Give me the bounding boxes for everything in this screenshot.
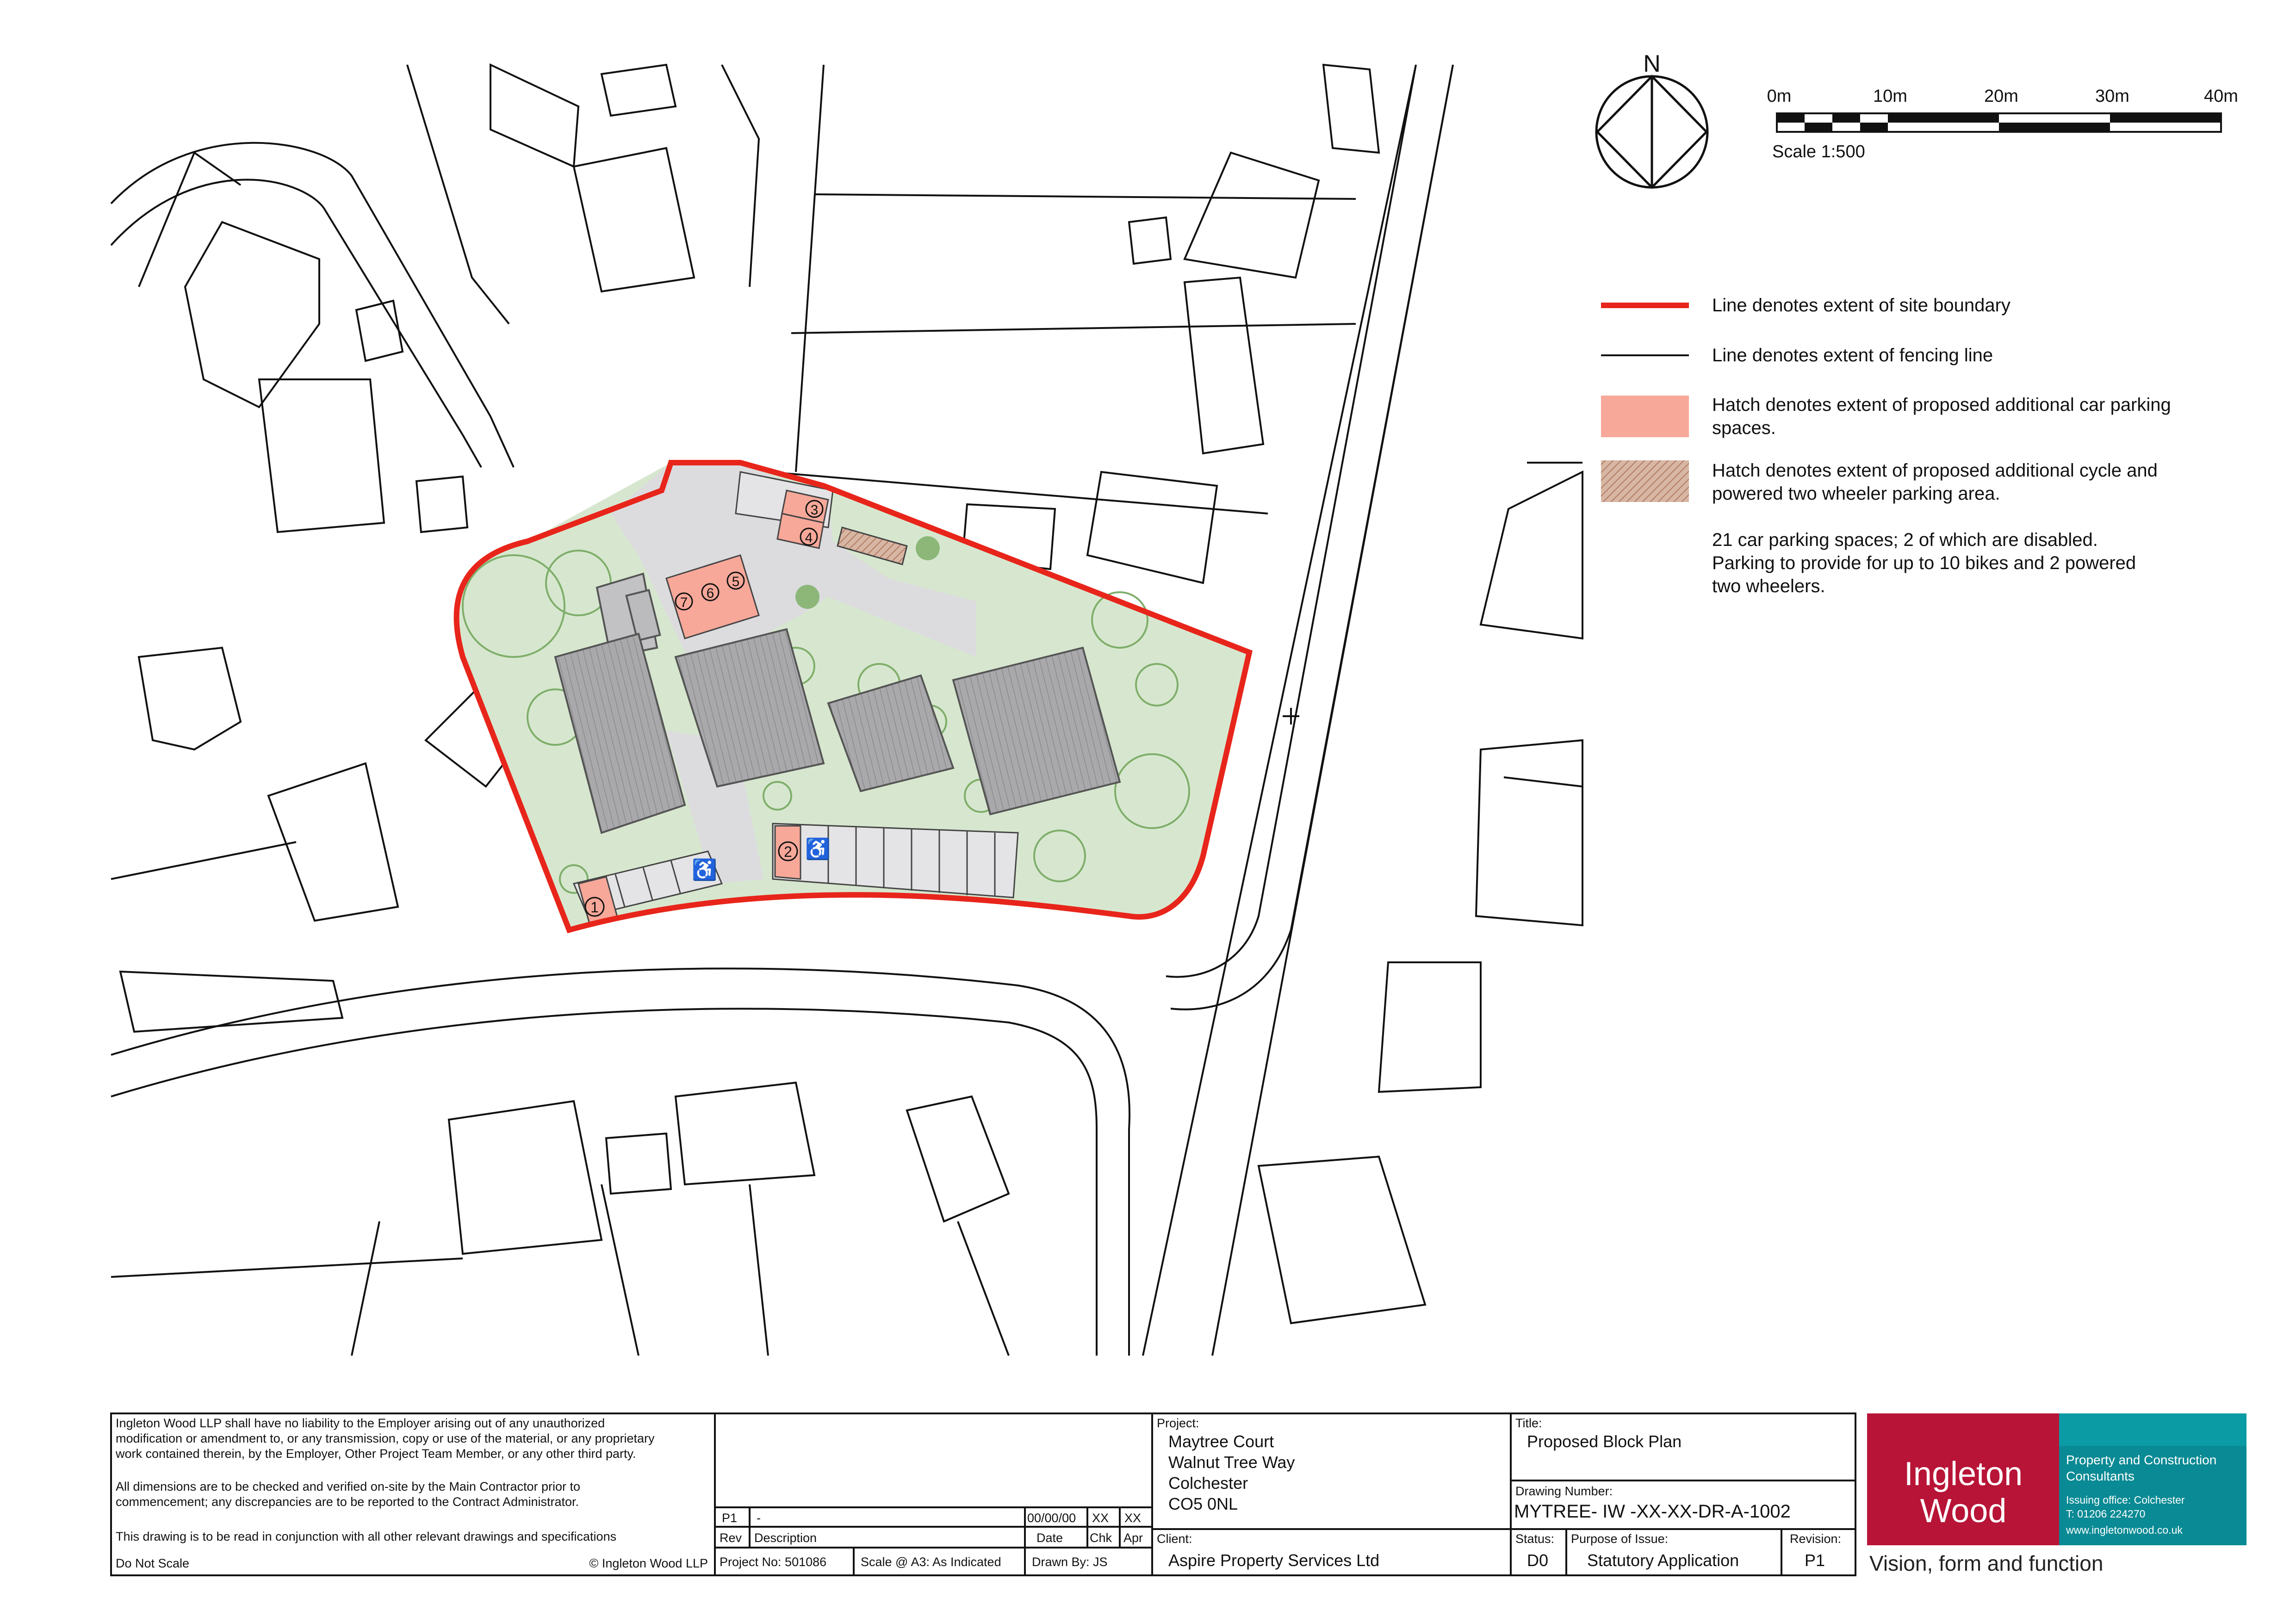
legend-fence-text: Line denotes extent of fencing line [1712,345,1993,365]
legend-boundary-text: Line denotes extent of site boundary [1712,295,2011,316]
scale-a3: Scale @ A3: As Indicated [861,1555,1001,1569]
svg-text:commencement; any discrepancie: commencement; any discrepancies are to be reported to the Contract Administrator. [116,1495,579,1509]
purpose-value: Statutory Application [1587,1551,1739,1570]
project-label: Project: [1157,1416,1199,1430]
svg-text:work contained therein, by the: work contained therein, by the Employer, Other Project Team Member, or any other third party. [116,1447,636,1461]
rev-header-apr: Apr [1123,1531,1143,1545]
legend-cycle-text: Hatch denotes extent of proposed additional cycle and [1712,460,2158,481]
rev-date: 00/00/00 [1027,1511,1076,1525]
legend-note-1: 21 car parking spaces; 2 of which are disabled. [1712,530,2098,550]
scale-tick-20: 20m [1984,87,2018,106]
rev-header-description: Description [754,1531,817,1545]
site [457,463,1249,930]
legend-parking-text: Hatch denotes extent of proposed additional car parking [1712,395,2171,415]
scale-tick-10: 10m [1873,87,1907,106]
disclaimer [115,1416,655,1543]
rev-chk: XX [1092,1511,1109,1525]
legend-cycle-text-2: powered two wheeler parking area. [1712,483,2000,504]
revision-value: P1 [1805,1551,1825,1570]
legend-parking-swatch [1601,396,1689,437]
drawing-title: Proposed Block Plan [1527,1432,1682,1451]
drawn-by: Drawn By: JS [1032,1555,1108,1569]
disabled-bay-icon: ♿ [805,838,831,861]
logo-office: Issuing office: Colchester [2066,1494,2185,1506]
logo-web: www.ingletonwood.co.uk [2066,1524,2183,1536]
client-label: Client: [1157,1532,1192,1546]
project-no: Project No: 501086 [720,1555,827,1569]
scale-tick-40: 40m [2204,87,2238,106]
svg-text:This drawing is to be read in: This drawing is to be read in conjunction with all other relevant drawings and specifications [116,1530,617,1543]
north-arrow-icon [1596,76,1707,187]
logo-phone: T: 01206 224270 [2066,1508,2146,1520]
logo-name-line1: Ingleton [1904,1456,2023,1493]
rev-header-chk: Chk [1090,1531,1112,1545]
legend-note-2: Parking to provide for up to 10 bikes and 2 powered [1712,553,2136,573]
status-value: D0 [1527,1551,1549,1570]
client-value: Aspire Property Services Ltd [1168,1551,1380,1570]
svg-text:Ingleton Wood LLP shall have n: Ingleton Wood LLP shall have no liability to the Employer arising out of any unauthorized [116,1416,605,1430]
copyright: © Ingleton Wood LLP [589,1556,708,1570]
svg-text:All dimensions are to be check: All dimensions are to be checked and verified on-site by the Main Contractor prior to [116,1480,581,1493]
legend-cycle-swatch [1601,460,1689,502]
svg-text:6: 6 [706,586,714,601]
north-label: N [1643,50,1661,77]
rev-header-rev: Rev [720,1531,742,1545]
svg-text:4: 4 [805,530,813,545]
svg-text:2: 2 [784,843,792,860]
project-line-3: Colchester [1168,1474,1248,1493]
scale-caption: Scale 1:500 [1772,142,1865,161]
status-label: Status: [1515,1532,1555,1546]
legend-note-3: two wheelers. [1712,576,1825,596]
logo-tagline-2: Consultants [2066,1469,2135,1483]
logo-tagline-1: Property and Construction [2066,1453,2217,1467]
scale-tick-0: 0m [1767,87,1792,106]
revision-label: Revision: [1790,1532,1842,1546]
svg-text:5: 5 [732,574,740,589]
logo-name-line2: Wood [1920,1493,2007,1530]
drawing-number-label: Drawing Number: [1515,1484,1613,1498]
scale-tick-30: 30m [2095,87,2129,106]
do-not-scale: Do Not Scale [116,1556,190,1570]
project-line-2: Walnut Tree Way [1168,1453,1295,1472]
disabled-bay-icon: ♿ [692,859,717,881]
purpose-label: Purpose of Issue: [1571,1532,1669,1546]
project-line-4: CO5 0NL [1168,1494,1238,1513]
rev-apr: XX [1124,1511,1142,1525]
rev-description: - [757,1511,761,1525]
rev-value: P1 [722,1511,738,1525]
svg-text:3: 3 [810,502,819,518]
title-label: Title: [1515,1416,1542,1430]
legend [1601,295,2171,596]
project-line-1: Maytree Court [1168,1432,1274,1451]
drawing-number: MYTREE- IW -XX-XX-DR-A-1002 [1514,1501,1791,1522]
scale-bar [1777,113,2221,132]
rev-header-date: Date [1036,1531,1063,1545]
svg-text:7: 7 [680,595,688,610]
svg-text:modification or amendment to,: modification or amendment to, or any transmission, copy or use of the material, or any proprietary [116,1431,655,1445]
logo-slogan: Vision, form and function [1869,1551,2104,1575]
svg-text:1: 1 [590,899,599,916]
legend-parking-text-2: spaces. [1712,418,1776,438]
